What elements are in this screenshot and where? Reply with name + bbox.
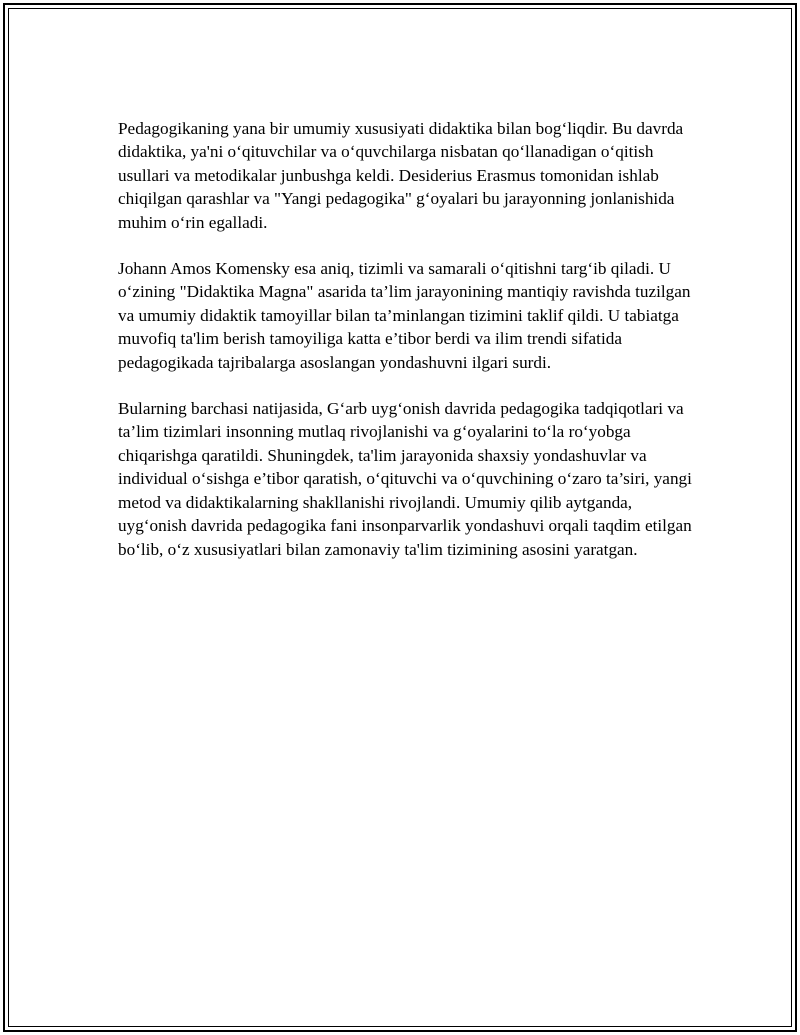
- paragraph-3: Bularning barchasi natijasida, G‘arb uyg‘onish davrida pedagogika tadqiqotlari va ta’lim tizimlari insonning mutlaq rivojlanishi va g‘oyalarini to‘la ro‘yobga chiqarishga qaratildi. Shuningdek, ta'lim jarayonida shaxsiy yondashuvlar va individual o‘sishga e’tibor qaratish, o‘qituvchi va o‘quvchining o‘zaro ta’siri, yangi metod va didaktikalarning shakllanishi rivojlandi. Umumiy qilib aytganda, uyg‘onish davrida pedagogika fani insonparvarlik yondashuvi orqali taqdim etilgan bo‘lib, o‘z xususiyatlari bilan zamonaviy ta'lim tizimining asosini yaratgan.: [118, 399, 692, 559]
- document-body: [118, 117, 698, 584]
- paragraph-1: Pedagogikaning yana bir umumiy xususiyati didaktika bilan bog‘liqdir. Bu davrda didaktika, ya'ni o‘qituvchilar va o‘quvchilarga nisbatan qo‘llanadigan o‘qitish usullari va metodikalar junbushga keldi. Desiderius Erasmus tomonidan ishlab chiqilgan qarashlar va "Yangi pedagogika" g‘oyalari bu jarayonning jonlanishida muhim o‘rin egalladi.: [118, 119, 684, 232]
- paragraph-2: Johann Amos Komensky esa aniq, tizimli va samarali o‘qitishni targ‘ib qiladi. U o‘zining "Didaktika Magna" asarida ta’lim jarayonining mantiqiy ravishda tuzilgan va umumiy didaktik tamoyillar bilan ta’minlangan tizimini taklif qildi. U tabiatga muvofiq ta'lim berish tamoyiliga katta e’tibor berdi va ilim trendi sifatida pedagogikada tajribalarga asoslangan yondashuvni ilgari surdi.: [118, 259, 691, 372]
